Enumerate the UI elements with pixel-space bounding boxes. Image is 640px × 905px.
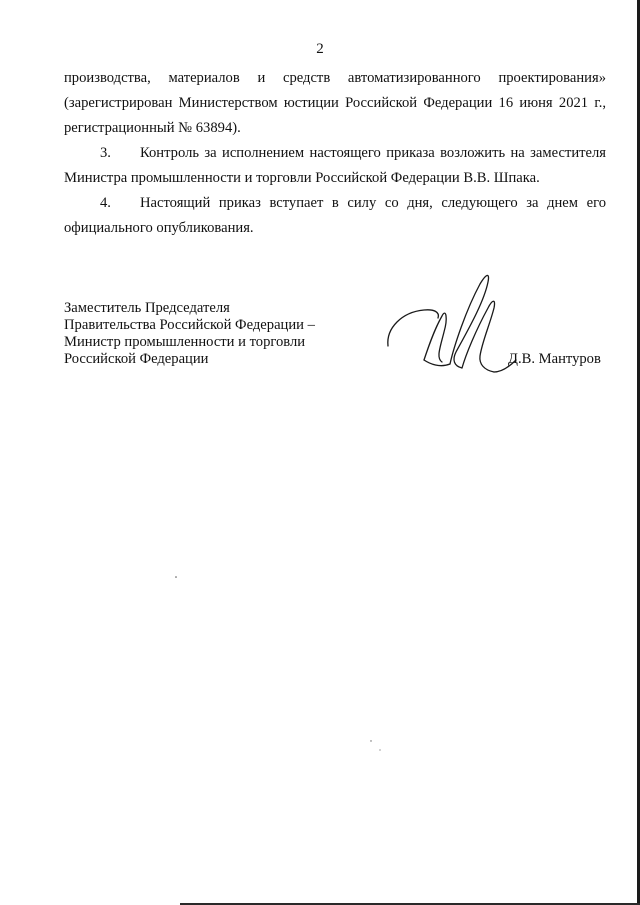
paragraph-3 bbox=[64, 141, 606, 191]
position-line: Заместитель Председателя bbox=[64, 300, 230, 316]
paragraph-text: Контроль за исполнением настоящего приказа возложить на заместителя Министра промышленности и торговли Российской Федерации В.В. Шпака. bbox=[64, 145, 606, 186]
handwritten-signature bbox=[384, 268, 524, 378]
paragraph-number: 4. bbox=[100, 195, 111, 211]
signatory-position bbox=[64, 300, 315, 368]
position-line: Правительства Российской Федерации – bbox=[64, 317, 315, 333]
page-number: 2 bbox=[316, 41, 324, 57]
document-body bbox=[64, 66, 606, 241]
position-line: Российской Федерации bbox=[64, 351, 209, 367]
position-line: Министр промышленности и торговли bbox=[64, 334, 306, 350]
paragraph-text: Настоящий приказ вступает в силу со дня, следующего за днем его официального опубликования. bbox=[64, 195, 606, 236]
paragraph-4 bbox=[64, 191, 606, 241]
paragraph-number: 3. bbox=[100, 145, 111, 161]
continuation-paragraph: производства, материалов и средств автоматизированного проектирования» (зарегистрирован Министерством юстиции Российской Федерации 16 июня 2021 г., регистрационный № 63894). bbox=[64, 70, 606, 136]
signer-name: Д.В. Мантуров bbox=[508, 351, 601, 367]
